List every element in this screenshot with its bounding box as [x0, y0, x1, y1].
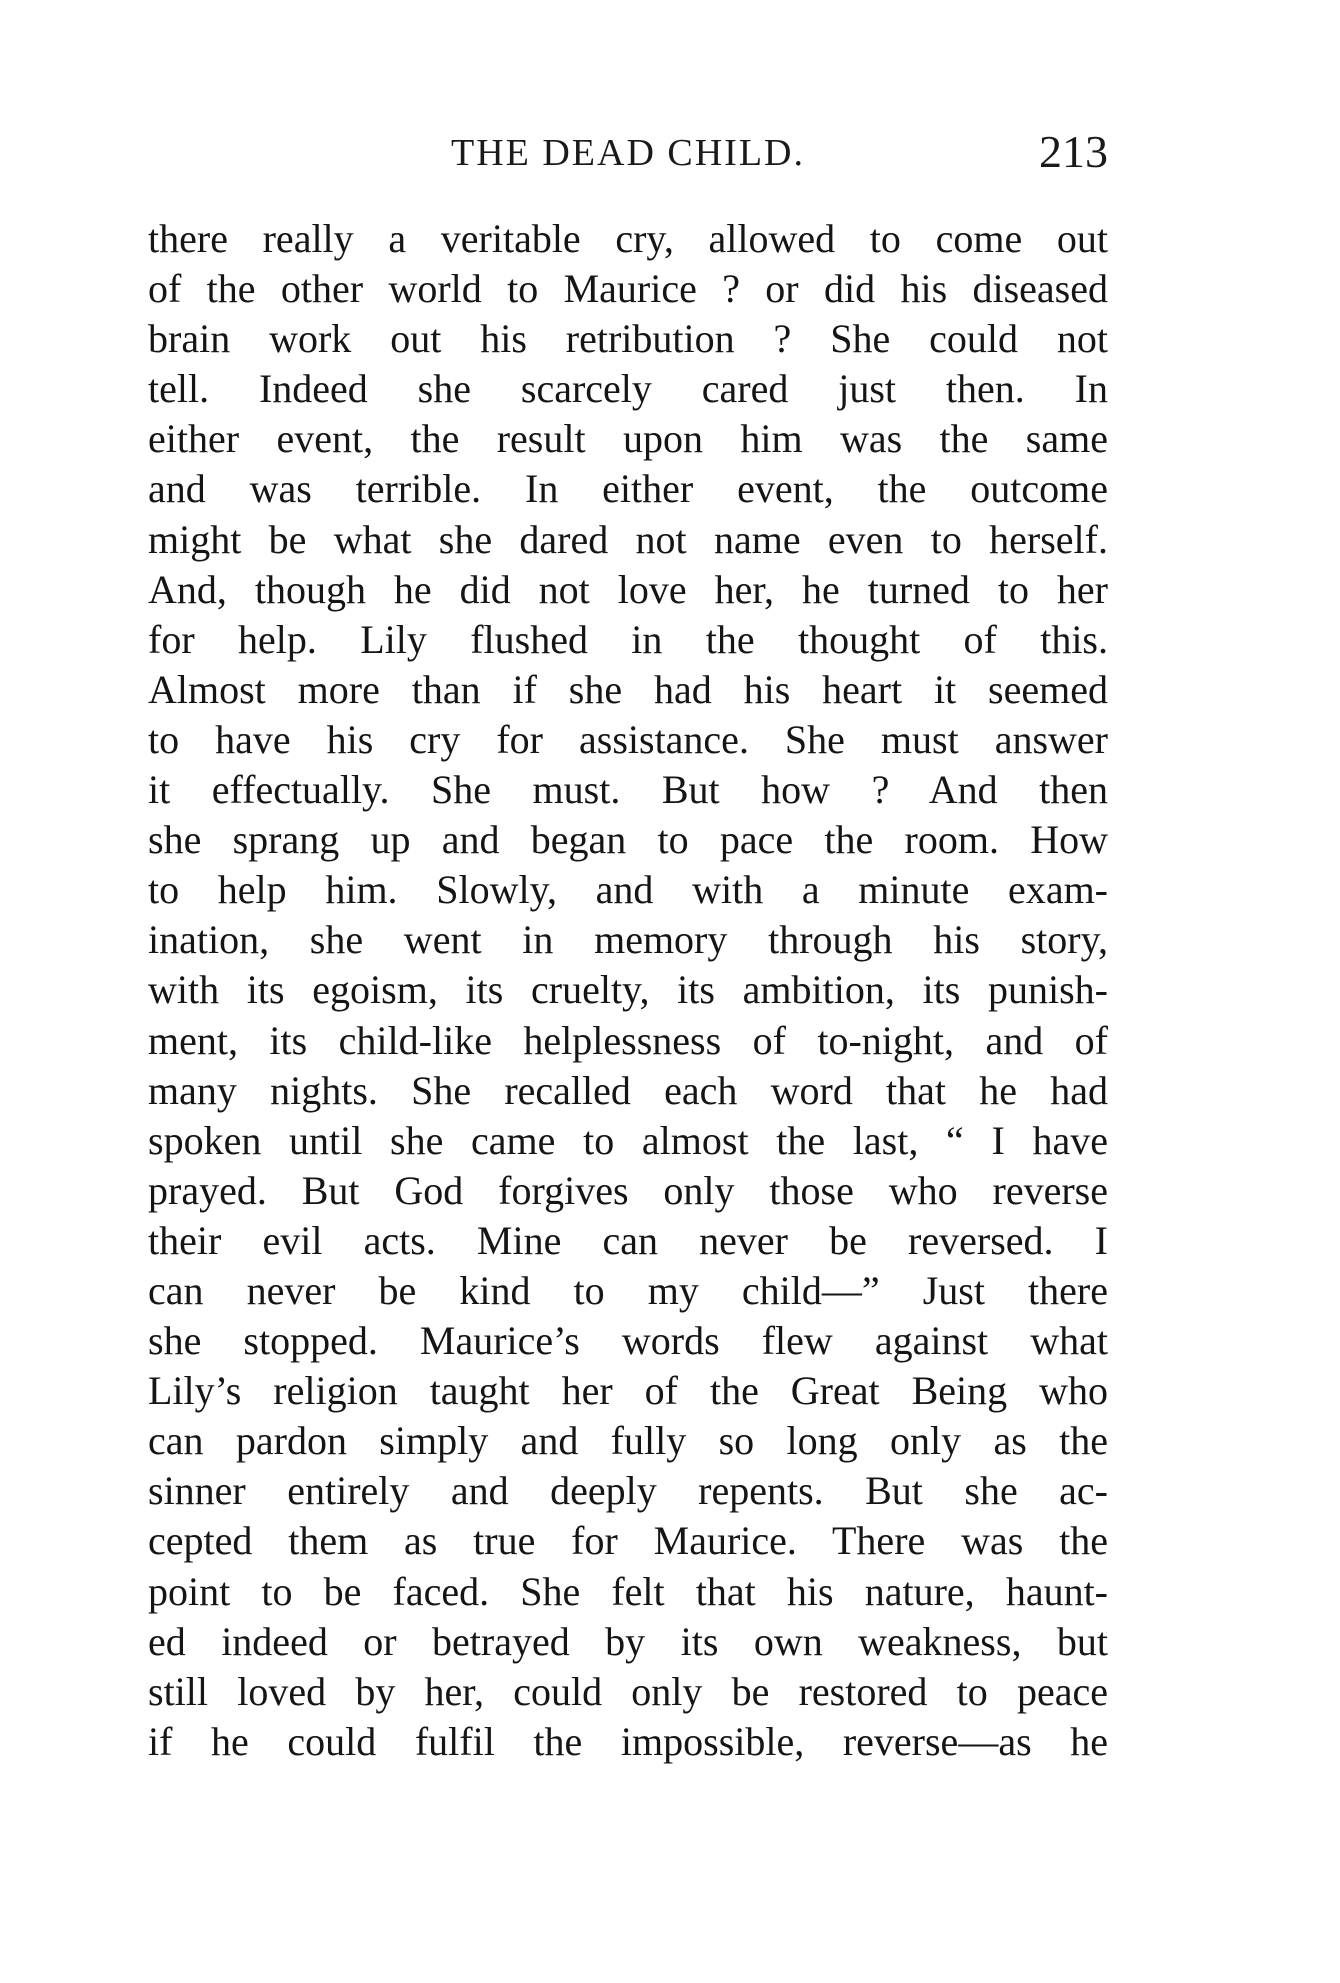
text-line: sinner entirely and deeply repents. But she ac-	[148, 1468, 1108, 1514]
text-line: prayed. But God forgives only those who reverse	[148, 1167, 1108, 1213]
text-line: tell. Indeed she scarcely cared just then. In	[148, 366, 1108, 412]
text-line: cepted them as true for Maurice. There was the	[148, 1518, 1108, 1564]
page-number: 213	[1039, 126, 1108, 177]
text-line: can pardon simply and fully so long only as the	[148, 1418, 1108, 1464]
text-line: many nights. She recalled each word that he had	[148, 1067, 1108, 1113]
text-line: to have his cry for assistance. She must answer	[148, 716, 1108, 762]
text-line: and was terrible. In either event, the outcome	[148, 466, 1108, 512]
text-line: still loved by her, could only be restored to peace	[148, 1668, 1108, 1714]
text-line: brain work out his retribution ? She could not	[148, 316, 1108, 362]
text-line: ination, she went in memory through his story,	[148, 917, 1108, 963]
body-text	[148, 214, 1108, 1767]
running-head	[148, 125, 1108, 185]
text-line: ed indeed or betrayed by its own weakness, but	[148, 1618, 1108, 1664]
text-line: point to be faced. She felt that his nature, haunt-	[148, 1568, 1108, 1614]
text-line: she stopped. Maurice’s words flew against what	[148, 1318, 1108, 1364]
text-line: she sprang up and began to pace the room. How	[148, 817, 1108, 863]
text-line: ment, its child-like helplessness of to-night, and of	[148, 1017, 1108, 1063]
text-line: either event, the result upon him was the same	[148, 416, 1108, 462]
text-line: their evil acts. Mine can never be reversed. I	[148, 1217, 1108, 1263]
text-line: with its egoism, its cruelty, its ambition, its punish-	[148, 967, 1108, 1013]
text-line: if he could fulfil the impossible, reverse—as he	[148, 1718, 1108, 1764]
text-line: there really a veritable cry, allowed to come out	[148, 216, 1108, 261]
text-line: to help him. Slowly, and with a minute exam-	[148, 867, 1108, 913]
text-line: of the other world to Maurice ? or did his diseased	[148, 266, 1108, 312]
text-line: Lily’s religion taught her of the Great Being who	[148, 1368, 1108, 1414]
text-line: can never be kind to my child—” Just there	[148, 1267, 1108, 1313]
text-line: And, though he did not love her, he turned to her	[148, 566, 1108, 612]
text-line: Almost more than if she had his heart it seemed	[148, 666, 1108, 712]
text-line: spoken until she came to almost the last, “ I have	[148, 1117, 1108, 1163]
text-line: might be what she dared not name even to herself.	[148, 516, 1108, 562]
text-line: it effectually. She must. But how ? And then	[148, 767, 1108, 813]
running-title: THE DEAD CHILD.	[450, 132, 805, 174]
text-line: for help. Lily flushed in the thought of this.	[148, 616, 1108, 662]
